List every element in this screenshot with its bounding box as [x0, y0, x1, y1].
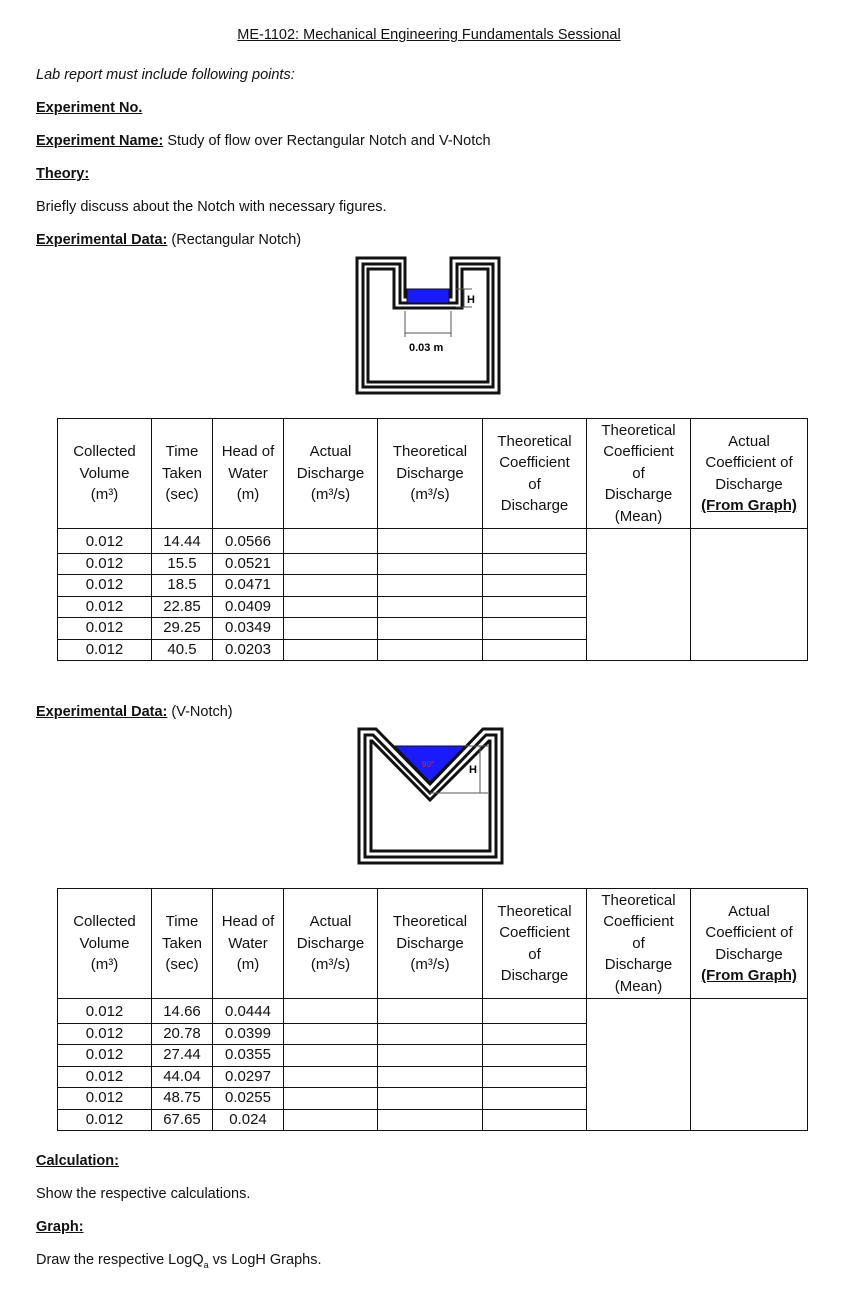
col-header-theoretical-coefficient-mean — [587, 889, 691, 999]
cell-time: 48.75 — [152, 1088, 213, 1110]
experimental-data-label: Experimental Data: — [36, 704, 168, 720]
header-line: Volume — [79, 464, 130, 482]
cell-head: 0.0471 — [213, 575, 284, 597]
header-line: Coefficient of — [705, 924, 793, 941]
cell-theoretical-discharge — [378, 1066, 483, 1088]
theory-label: Theory: — [36, 166, 90, 182]
header-line: (m³) — [90, 486, 119, 504]
experiment-name-value: Study of flow over Rectangular Notch and V-Notch — [163, 133, 491, 149]
cell-theoretical-coefficient — [483, 1045, 587, 1067]
header-line: Taken — [161, 934, 203, 952]
cell-theoretical-discharge — [378, 529, 483, 554]
cell-volume: 0.012 — [58, 1023, 152, 1045]
cell-theoretical-discharge — [378, 639, 483, 661]
experimental-data-heading-v — [36, 704, 233, 720]
cell-theoretical-discharge — [378, 1023, 483, 1045]
experimental-data-label: Experimental Data: — [36, 232, 168, 248]
cell-actual-discharge — [284, 618, 378, 640]
col-header-theoretical-coefficient — [483, 419, 587, 529]
cell-head: 0.0444 — [213, 999, 284, 1024]
theory-text: Briefly discuss about the Notch with necessary figures. — [36, 199, 387, 215]
table-row — [58, 529, 808, 554]
cell-time: 27.44 — [152, 1045, 213, 1067]
cell-actual-discharge — [284, 575, 378, 597]
cell-theoretical-coefficient — [483, 553, 587, 575]
graph-text-pre: Draw the respective LogQ — [36, 1252, 204, 1268]
col-header-actual-discharge — [284, 889, 378, 999]
cell-theoretical-coefficient — [483, 999, 587, 1024]
cell-volume: 0.012 — [58, 529, 152, 554]
cell-theoretical-discharge — [378, 999, 483, 1024]
cell-theoretical-coefficient-mean — [587, 529, 691, 661]
header-line: Water — [228, 934, 268, 952]
v-angle-label: 90° — [422, 760, 435, 769]
header-line: Theoretical — [601, 891, 676, 909]
header-line: Discharge — [500, 967, 569, 984]
cell-theoretical-coefficient — [483, 529, 587, 554]
header-line: (sec) — [165, 486, 199, 504]
page-title: ME-1102: Mechanical Engineering Fundamentals Sessional — [237, 27, 621, 43]
cell-head: 0.0566 — [213, 529, 284, 554]
header-line: Head of — [221, 443, 275, 461]
header-line: Discharge — [500, 497, 569, 514]
cell-actual-discharge — [284, 529, 378, 554]
cell-theoretical-discharge — [378, 1109, 483, 1131]
cell-theoretical-discharge — [378, 575, 483, 597]
col-header-theoretical-discharge — [378, 419, 483, 529]
col-header-actual-coefficient — [691, 419, 808, 529]
cell-theoretical-discharge — [378, 596, 483, 618]
col-header-time — [152, 419, 213, 529]
header-line: (m³/s) — [410, 486, 450, 504]
header-line: Coefficient — [603, 443, 674, 461]
cell-time: 22.85 — [152, 596, 213, 618]
col-header-theoretical-coefficient-mean — [587, 419, 691, 529]
col-header-volume — [58, 889, 152, 999]
rectangular-notch-figure — [354, 255, 502, 397]
cell-theoretical-coefficient — [483, 1109, 587, 1131]
cell-theoretical-coefficient — [483, 596, 587, 618]
cell-time: 29.25 — [152, 618, 213, 640]
header-line: Collected — [73, 443, 136, 461]
cell-actual-discharge — [284, 596, 378, 618]
header-line: Coefficient — [499, 924, 570, 941]
header-line: Discharge — [604, 486, 673, 504]
v-notch-table — [57, 888, 808, 1131]
cell-volume: 0.012 — [58, 553, 152, 575]
cell-volume: 0.012 — [58, 1066, 152, 1088]
col-header-volume — [58, 419, 152, 529]
header-line: Taken — [161, 464, 203, 482]
col-header-actual-discharge — [284, 419, 378, 529]
cell-time: 14.66 — [152, 999, 213, 1024]
cell-theoretical-discharge — [378, 1045, 483, 1067]
cell-theoretical-coefficient — [483, 1023, 587, 1045]
calculation-label: Calculation: — [36, 1153, 119, 1169]
header-line: Discharge — [715, 475, 783, 493]
cell-actual-discharge — [284, 1109, 378, 1131]
rect-water-fill — [407, 289, 449, 303]
rect-width-label: 0.03 m — [409, 342, 444, 354]
col-header-time — [152, 889, 213, 999]
cell-head: 0.0255 — [213, 1088, 284, 1110]
cell-head: 0.0521 — [213, 553, 284, 575]
header-line: (From Graph) — [701, 497, 797, 514]
header-line: Actual — [309, 443, 352, 461]
cell-theoretical-discharge — [378, 1088, 483, 1110]
table-row — [58, 999, 808, 1024]
cell-theoretical-coefficient — [483, 1066, 587, 1088]
cell-head: 0.0399 — [213, 1023, 284, 1045]
cell-actual-discharge — [284, 553, 378, 575]
header-line: of — [528, 945, 541, 963]
cell-volume: 0.012 — [58, 999, 152, 1024]
header-line: Head of — [221, 913, 275, 931]
cell-actual-discharge — [284, 1023, 378, 1045]
header-line: Theoretical — [497, 432, 572, 450]
experiment-no-label: Experiment No. — [36, 100, 143, 116]
col-header-head — [213, 419, 284, 529]
cell-theoretical-coefficient — [483, 618, 587, 640]
header-line: Volume — [79, 934, 130, 952]
cell-time: 67.65 — [152, 1109, 213, 1131]
cell-volume: 0.012 — [58, 1045, 152, 1067]
cell-time: 40.5 — [152, 639, 213, 661]
cell-time: 44.04 — [152, 1066, 213, 1088]
cell-theoretical-coefficient — [483, 575, 587, 597]
header-line: Discharge — [396, 934, 464, 952]
col-header-theoretical-discharge — [378, 889, 483, 999]
col-header-head — [213, 889, 284, 999]
header-line: Theoretical — [497, 902, 572, 920]
cell-time: 18.5 — [152, 575, 213, 597]
cell-actual-discharge — [284, 639, 378, 661]
header-line: Discharge — [296, 934, 365, 952]
graph-label: Graph: — [36, 1219, 84, 1235]
header-line: Theoretical — [392, 443, 468, 461]
header-line: Water — [228, 464, 268, 482]
col-header-theoretical-coefficient — [483, 889, 587, 999]
header-line: (m) — [236, 956, 260, 974]
intro-text: Lab report must include following points: — [36, 67, 295, 83]
cell-actual-coefficient-graph — [691, 529, 808, 661]
header-line: Coefficient — [603, 913, 674, 931]
header-line: Actual — [728, 902, 770, 920]
cell-head: 0.0355 — [213, 1045, 284, 1067]
cell-time: 20.78 — [152, 1023, 213, 1045]
header-line: of — [528, 475, 541, 493]
rect-head-label: H — [467, 294, 475, 306]
cell-head: 0.0409 — [213, 596, 284, 618]
header-line: (From Graph) — [701, 967, 797, 984]
header-line: Theoretical — [392, 913, 468, 931]
cell-actual-discharge — [284, 1088, 378, 1110]
header-line: (m³) — [90, 956, 119, 974]
cell-head: 0.0297 — [213, 1066, 284, 1088]
cell-theoretical-coefficient-mean — [587, 999, 691, 1131]
cell-volume: 0.012 — [58, 1109, 152, 1131]
header-line: Actual — [309, 913, 352, 931]
header-line: Theoretical — [601, 421, 676, 439]
header-line: Coefficient — [499, 454, 570, 471]
header-line: Discharge — [296, 464, 365, 482]
experimental-data-heading-rect — [36, 232, 301, 248]
header-line: (m³/s) — [310, 956, 351, 974]
header-line: of — [632, 934, 645, 952]
header-line: Discharge — [715, 945, 783, 963]
cell-time: 14.44 — [152, 529, 213, 554]
v-notch-figure — [356, 726, 506, 866]
graph-text-subscript: a — [203, 1259, 209, 1270]
cell-theoretical-coefficient — [483, 1088, 587, 1110]
col-header-actual-coefficient — [691, 889, 808, 999]
header-line: Coefficient of — [705, 454, 793, 471]
header-line: (m³/s) — [310, 486, 351, 504]
cell-theoretical-coefficient — [483, 639, 587, 661]
cell-head: 0.0203 — [213, 639, 284, 661]
cell-actual-discharge — [284, 1045, 378, 1067]
cell-theoretical-discharge — [378, 618, 483, 640]
header-line: Time — [165, 443, 199, 461]
header-line: Time — [165, 913, 199, 931]
cell-head: 0.0349 — [213, 618, 284, 640]
cell-volume: 0.012 — [58, 575, 152, 597]
header-line: Actual — [728, 432, 770, 450]
header-line: (m³/s) — [410, 956, 450, 974]
cell-actual-coefficient-graph — [691, 999, 808, 1131]
experimental-data-suffix: (V-Notch) — [167, 704, 233, 720]
header-line: Collected — [73, 913, 136, 931]
cell-volume: 0.012 — [58, 1088, 152, 1110]
cell-head: 0.024 — [213, 1109, 284, 1131]
header-line: (Mean) — [614, 977, 663, 995]
cell-actual-discharge — [284, 1066, 378, 1088]
cell-actual-discharge — [284, 999, 378, 1024]
rectangular-notch-table — [57, 418, 808, 661]
cell-volume: 0.012 — [58, 639, 152, 661]
header-line: (sec) — [165, 956, 199, 974]
graph-text — [36, 1252, 321, 1270]
calculation-text: Show the respective calculations. — [36, 1186, 251, 1202]
header-line: of — [632, 464, 645, 482]
header-line: Discharge — [604, 956, 673, 974]
graph-text-post: vs LogH Graphs. — [208, 1252, 322, 1268]
experimental-data-suffix: (Rectangular Notch) — [167, 232, 302, 248]
header-line: (Mean) — [614, 507, 663, 525]
header-line: (m) — [236, 486, 260, 504]
cell-volume: 0.012 — [58, 596, 152, 618]
experiment-name-line — [36, 133, 491, 149]
header-line: Discharge — [396, 464, 464, 482]
cell-volume: 0.012 — [58, 618, 152, 640]
v-head-label: H — [469, 764, 477, 776]
cell-time: 15.5 — [152, 553, 213, 575]
experiment-name-label: Experiment Name: — [36, 133, 164, 149]
cell-theoretical-discharge — [378, 553, 483, 575]
